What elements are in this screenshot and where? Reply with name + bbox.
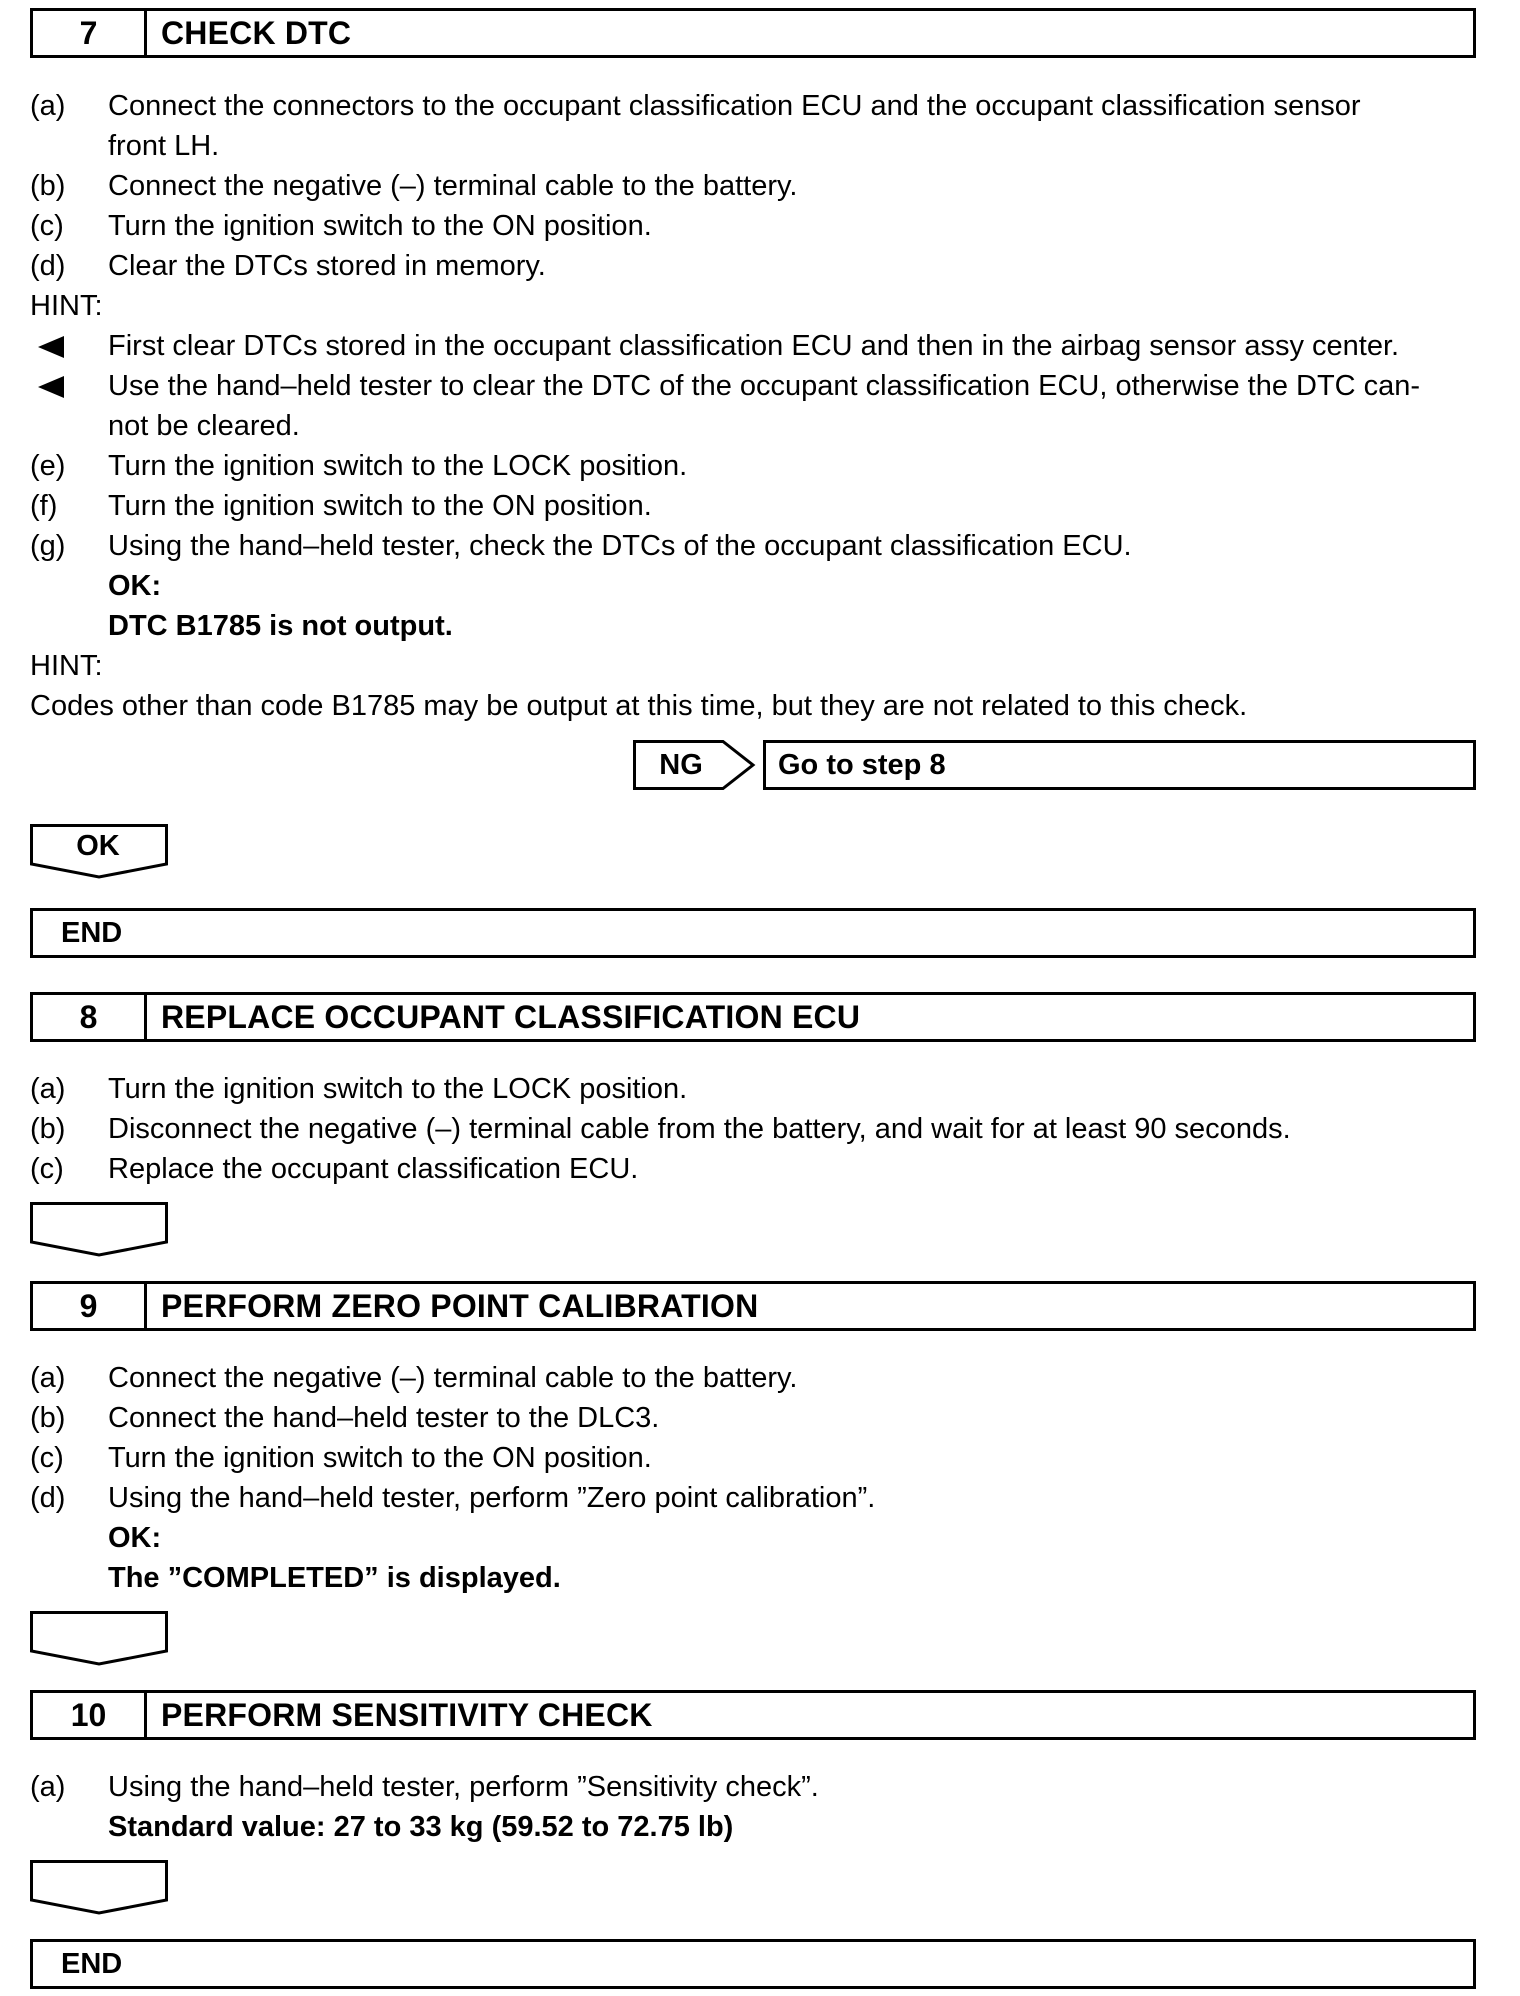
step-number: 10	[33, 1693, 147, 1737]
step-8-header	[30, 992, 1476, 1042]
item-label: (g)	[30, 530, 66, 562]
bullet-text: not be cleared.	[108, 410, 300, 442]
triangle-bullet-icon	[38, 376, 64, 398]
next-flow-arrow	[30, 1611, 170, 1667]
step-title: CHECK DTC	[161, 14, 352, 51]
next-flow-arrow	[30, 1860, 170, 1916]
step-title: REPLACE OCCUPANT CLASSIFICATION ECU	[161, 998, 861, 1035]
item-text: front LH.	[108, 130, 220, 162]
item-label: (b)	[30, 170, 66, 202]
item-label: (c)	[30, 1442, 64, 1474]
item-label: (a)	[30, 1073, 66, 1105]
item-label: (a)	[30, 1362, 66, 1394]
item-text: Disconnect the negative (–) terminal cable from the battery, and wait for at least 90 seconds.	[108, 1113, 1291, 1145]
step-10-header	[30, 1690, 1476, 1740]
item-label: (f)	[30, 490, 58, 522]
item-text: Connect the negative (–) terminal cable to the battery.	[108, 1362, 798, 1394]
step-9-header	[30, 1281, 1476, 1331]
bullet-text: Use the hand–held tester to clear the DTC of the occupant classification ECU, otherwise the DTC can-	[108, 370, 1421, 402]
ng-label: NG	[659, 748, 703, 781]
item-label: (c)	[30, 210, 64, 242]
goto-step-8-box: Go to step 8	[763, 740, 1476, 790]
step-number: 8	[33, 995, 147, 1039]
item-text: Connect the connectors to the occupant classification ECU and the occupant classification sensor	[108, 90, 1361, 122]
item-label: (c)	[30, 1153, 64, 1185]
item-text: Turn the ignition switch to the LOCK position.	[108, 1073, 688, 1105]
item-text: Using the hand–held tester, check the DTCs of the occupant classification ECU.	[108, 530, 1132, 562]
step-title: PERFORM ZERO POINT CALIBRATION	[161, 1287, 759, 1324]
item-text: Turn the ignition switch to the LOCK position.	[108, 450, 688, 482]
item-text: Turn the ignition switch to the ON position.	[108, 1442, 652, 1474]
item-text: Using the hand–held tester, perform ”Zero point calibration”.	[108, 1482, 876, 1514]
end-box: END	[30, 908, 1476, 958]
ng-branch-arrow	[633, 740, 753, 790]
item-label: (a)	[30, 90, 66, 122]
item-text: Replace the occupant classification ECU.	[108, 1153, 639, 1185]
item-label: (e)	[30, 450, 66, 482]
item-text: Connect the negative (–) terminal cable to the battery.	[108, 170, 798, 202]
item-text: Connect the hand–held tester to the DLC3.	[108, 1402, 660, 1434]
triangle-bullet-icon	[38, 336, 64, 358]
item-text: Turn the ignition switch to the ON position.	[108, 210, 652, 242]
step-title: PERFORM SENSITIVITY CHECK	[161, 1696, 653, 1733]
item-label: (b)	[30, 1113, 66, 1145]
item-label: (d)	[30, 250, 66, 282]
next-flow-arrow	[30, 1202, 170, 1258]
step-7-header	[30, 8, 1476, 58]
ok-flow-arrow	[30, 824, 170, 880]
item-label: (b)	[30, 1402, 66, 1434]
step-number: 9	[33, 1284, 147, 1328]
item-text: Turn the ignition switch to the ON position.	[108, 490, 652, 522]
item-text: Using the hand–held tester, perform ”Sensitivity check”.	[108, 1771, 819, 1803]
item-label: (d)	[30, 1482, 66, 1514]
ok-flow-label: OK	[76, 829, 120, 862]
item-label: (a)	[30, 1771, 66, 1803]
end-box: END	[30, 1939, 1476, 1989]
step-number: 7	[33, 11, 147, 55]
bullet-text: First clear DTCs stored in the occupant classification ECU and then in the airbag sensor assy center.	[108, 330, 1400, 362]
item-text: Clear the DTCs stored in memory.	[108, 250, 546, 282]
